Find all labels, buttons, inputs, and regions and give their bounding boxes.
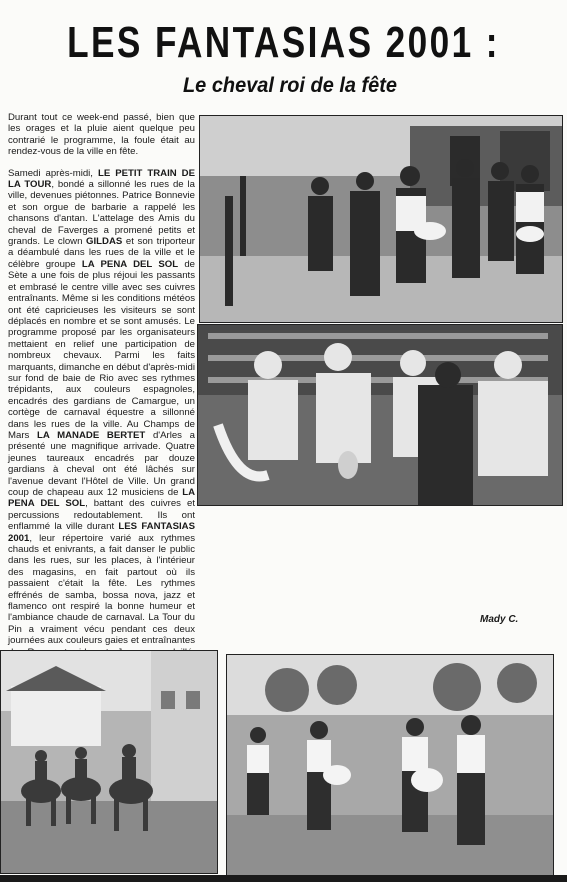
photo-band-street <box>199 115 563 323</box>
bottom-rule <box>0 875 567 882</box>
author-signature: Mady C. <box>480 614 519 625</box>
intro-paragraph: Durant tout ce week-end passé, bien que les orages et la pluie aient quelque peu contrarié le programme, la foule était au rendez-vous de la ville en fête. <box>8 112 195 158</box>
text-run: de Sète a une fois de plus réjoui les passants et embrasé le centre ville avec ses cuivres entraînants. Même si les conditions météos ont été capricieuses les visiteurs se sont déplacés en nombre et se sont amusés. Le programme proposé par les organisateurs mettaient en relief une participation de nombreux chevaux. Parmi les faits marquants, dimanche en début d'après-midi sur fond de baie de Rio avec ses rythmes trépidants, aux couleurs espagnoles, encadrés des gardians de Camargue, un cortège de carnaval équestre a sillonné dans les rues de la ville. Au Champs de Mars <box>8 258 196 441</box>
photo-horse-riders <box>0 650 218 874</box>
bold-run: GILDAS <box>86 236 123 248</box>
text-run: et son triporteur a déambulé dans les rues de la ville et le célèbre groupe <box>8 236 195 270</box>
bold-run: LES FANTASIAS 2001 <box>8 521 195 544</box>
text-run: , leur répertoire varié aux rythmes chauds et enivrants, a fait danser le public dans les rues, sur les places, à l'intérieur des magasins, en fait partout où ils passaient c'était la fête. Les rythmes effrénés de samba, bossa nova, jazz et flamenco ont respiré la bonne humeur et l'ambiance chaude de carnaval. La Tour du Pin a vraiment vécu pendant ces deux journées aux couleurs gaies et entraînantes <box>8 532 195 647</box>
subtitle: Le cheval roi de la fête <box>182 74 397 97</box>
bold-run: LE PETIT TRAIN DE LA TOUR <box>8 167 195 191</box>
text-run: Samedi après-midi, <box>8 167 98 179</box>
text-run: , bondé a sillonné les rues de la ville, devenues piétonnes. Patrice Bonnevie et son orgue de barbarie a rappelé les chansons d'antan. L'attelage des Amis du cheval de Faverges a promené petits et grands. Le clown <box>8 179 196 248</box>
photo-band-shop <box>197 324 563 506</box>
text-run: , battant des cuivres et percussions redoutablement. Ils ont enflammé la ville durant <box>8 498 195 533</box>
text-run: d'Arles a présenté une magnifique arrivade. Quatre jeunes taureaux encadrés par douze gardians à cheval ont été lâchés sur l'avenue devant l'Hôtel de Ville. Un grand coup de chapeau aux 12 musiciens de <box>8 429 195 498</box>
bold-run: LA PENA DEL SOL <box>81 258 179 270</box>
photo-band-square <box>226 654 554 880</box>
bold-run: LA PENA DEL SOL <box>8 487 195 510</box>
headline: LES FANTASIAS 2001 : <box>67 18 500 67</box>
bold-run: LA MANADE BERTET <box>37 429 146 441</box>
